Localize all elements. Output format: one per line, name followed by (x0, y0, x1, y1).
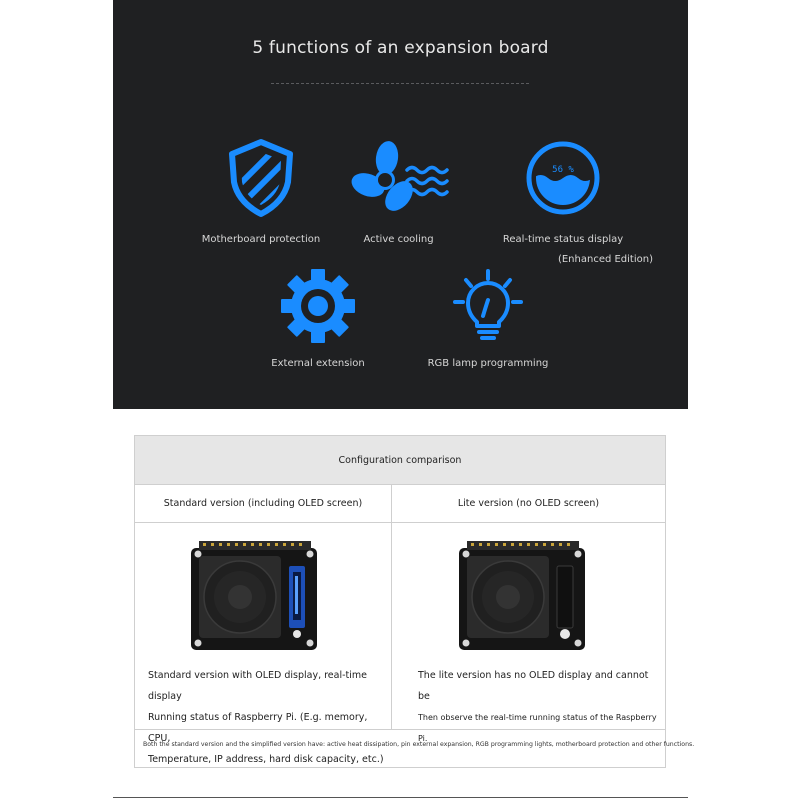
feature-label: External extension (271, 358, 365, 369)
desc-line: Then observe the real-time running status of the Raspberry Pi. (418, 713, 657, 743)
bottom-rule (113, 797, 688, 798)
configuration-comparison-table (134, 435, 695, 768)
feature-active-cooling (331, 138, 466, 258)
footnote-divider (135, 729, 665, 730)
feature-label: Motherboard protection (201, 234, 321, 245)
gear-icon (280, 268, 356, 344)
standard-version-heading: Standard version (including OLED screen) (135, 485, 391, 523)
footnote: Both the standard version and the simplified version have: active heat dissipation, pin external expansion, RGB programming lights, motherboard protection and other functions. (143, 741, 695, 748)
features-banner (113, 0, 688, 409)
table-title: Configuration comparison (135, 436, 665, 485)
feature-label: Real-time status display (502, 234, 624, 245)
desc-line: Temperature, IP address, hard disk capacity, etc.) (148, 754, 384, 765)
gauge-readout: 56 % (552, 165, 574, 175)
banner-title: 5 functions of an expansion board (252, 38, 549, 58)
feature-label: Active cooling (363, 234, 434, 245)
desc-line: Standard version with OLED display, real-time display (148, 670, 368, 702)
feature-label: RGB lamp programming (427, 358, 549, 369)
lite-version-heading: Lite version (no OLED screen) (392, 485, 665, 523)
feature-rgb-lamp (418, 268, 558, 378)
shield-icon (226, 138, 296, 218)
fan-icon (349, 138, 449, 218)
title-divider (271, 83, 529, 84)
desc-line: Running status of Raspberry Pi. (E.g. memory, CPU, (148, 712, 368, 744)
feature-external-extension (248, 268, 388, 378)
column-divider (391, 485, 392, 729)
desc-line: The lite version has no OLED display and cannot be (418, 670, 649, 702)
lightbulb-icon (448, 268, 528, 344)
standard-version-description (148, 665, 388, 770)
feature-sublabel: (Enhanced Edition) (557, 254, 653, 265)
lite-board-image (457, 540, 587, 652)
feature-motherboard-protection (191, 138, 331, 258)
standard-board-image (189, 540, 319, 652)
lite-version-description (418, 665, 663, 749)
feature-status-display (493, 138, 653, 278)
gauge-icon (523, 138, 603, 218)
